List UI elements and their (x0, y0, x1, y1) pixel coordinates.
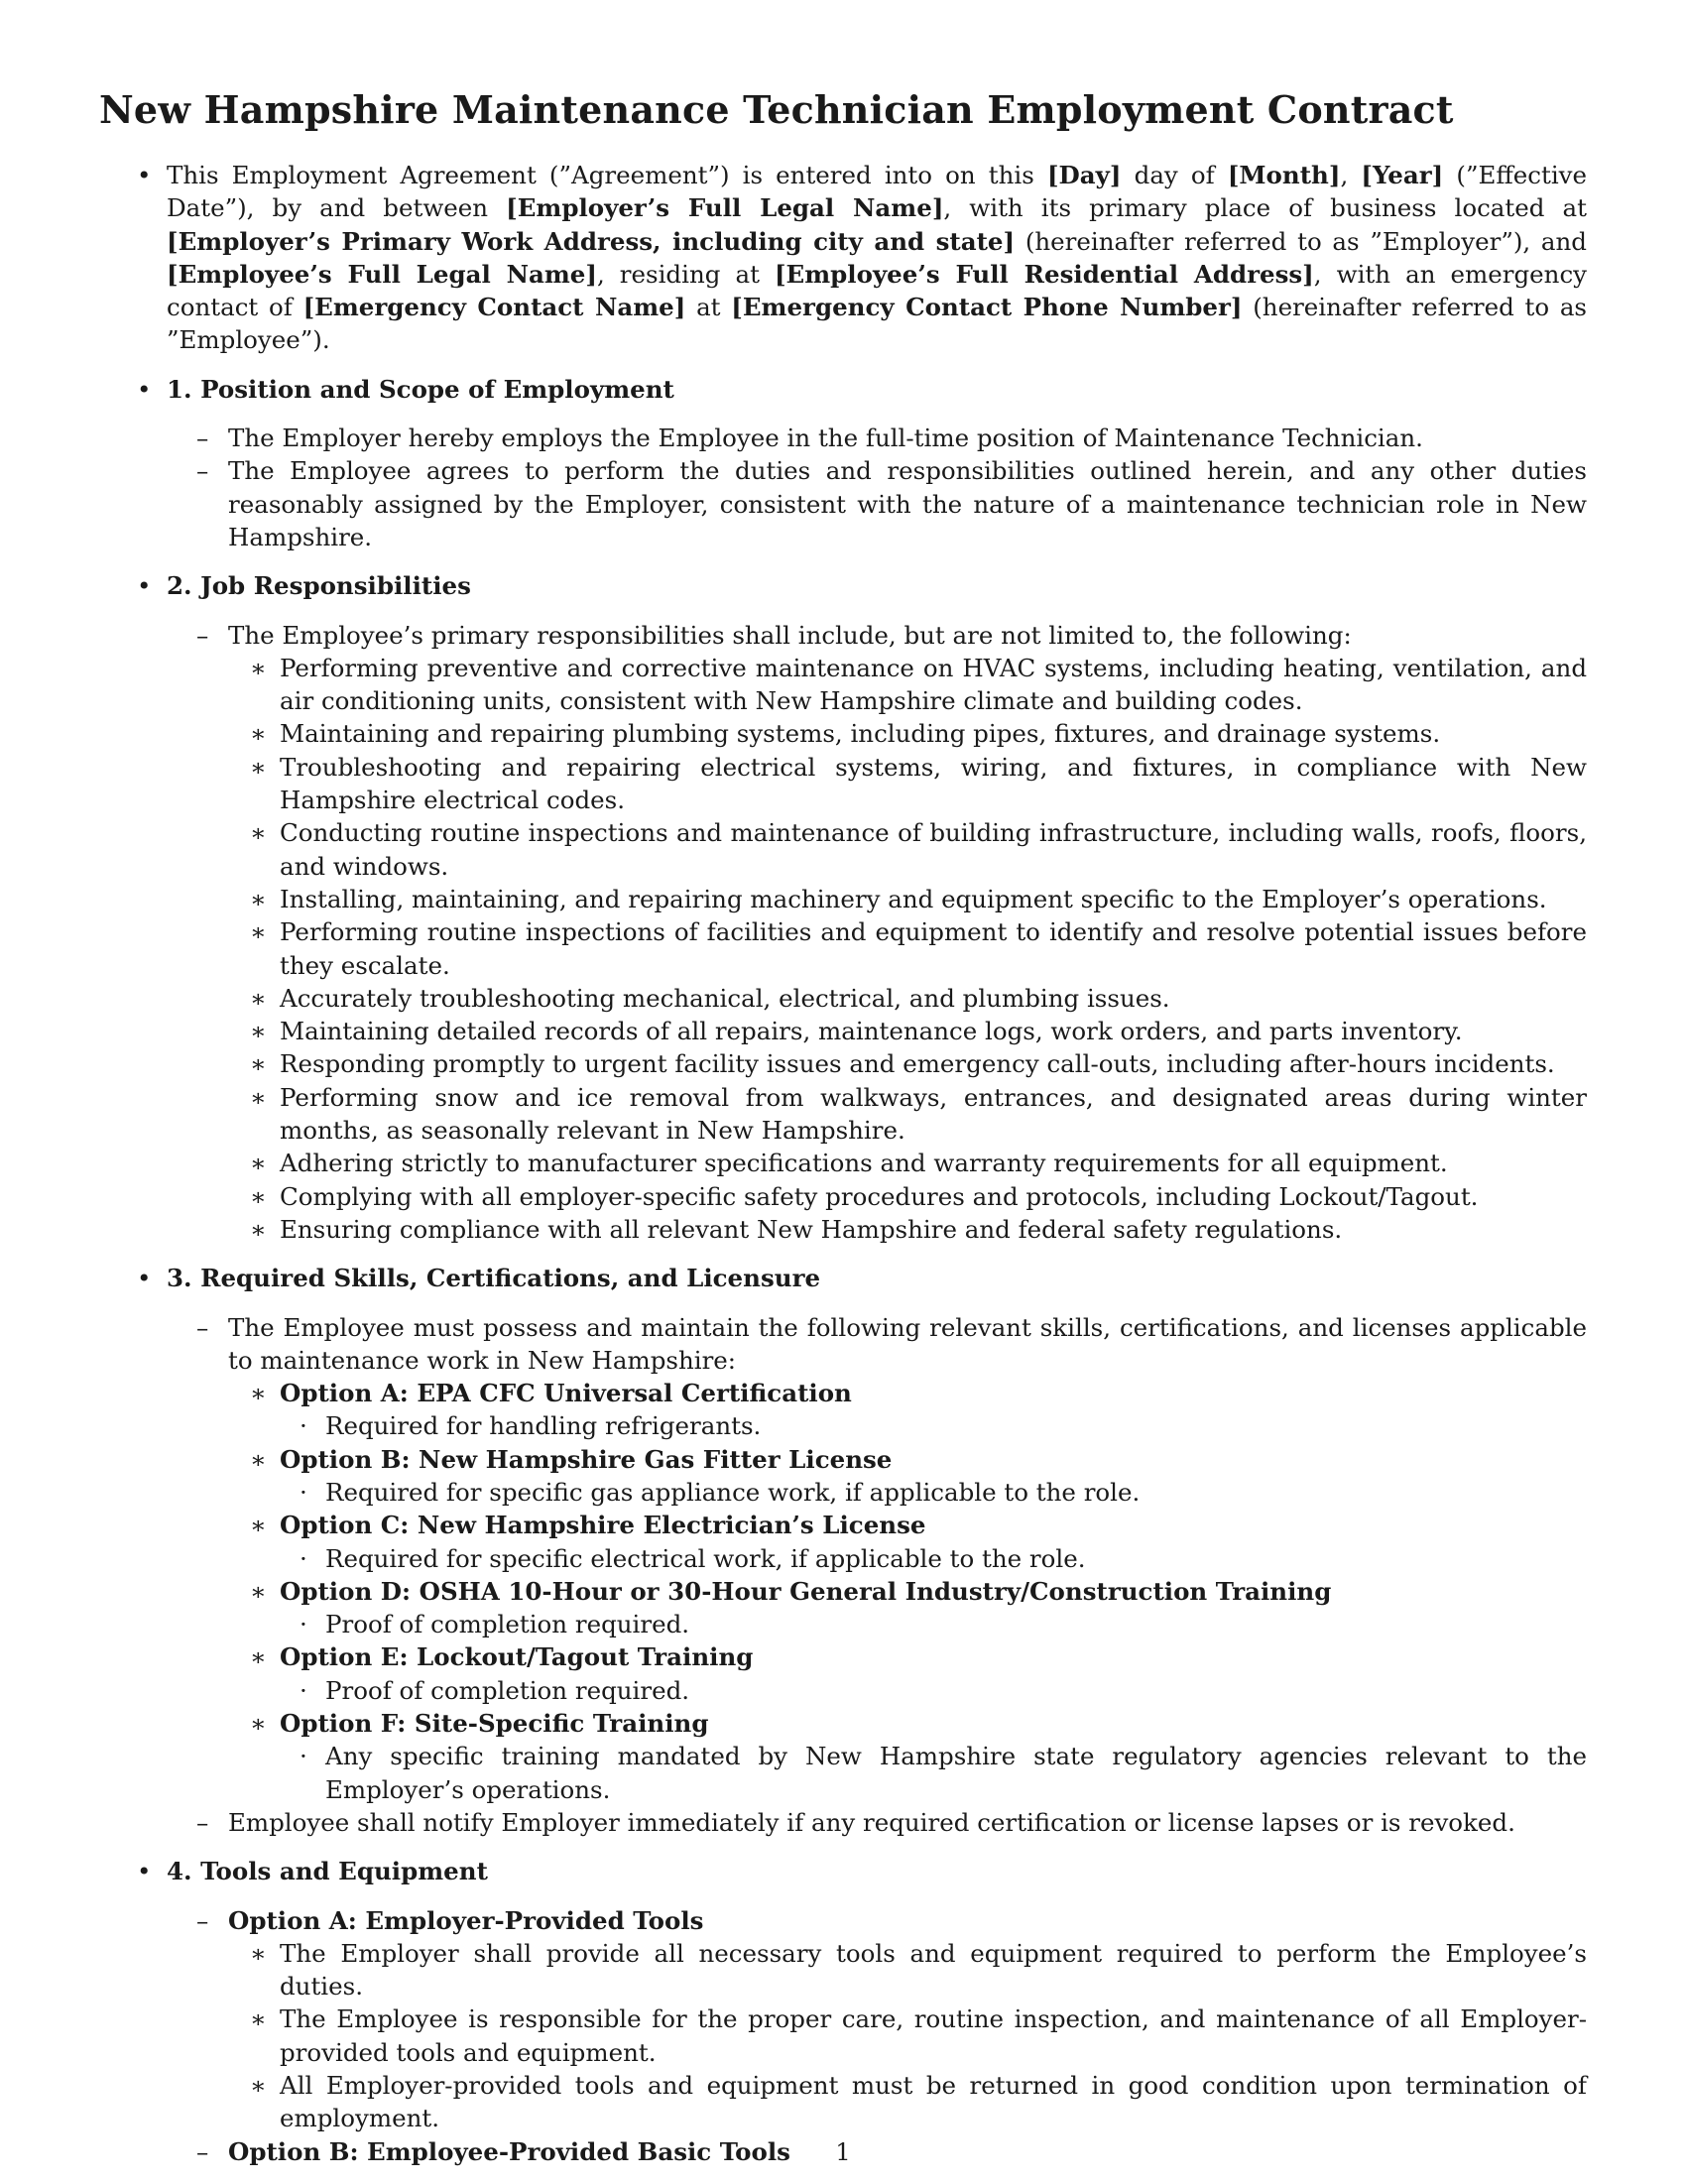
page-title: New Hampshire Maintenance Technician Employment Contract (99, 87, 1454, 132)
section-2 (137, 569, 1587, 1246)
list-item: – The Employee’s primary responsibilities shall include, but are not limited to, the following: (196, 620, 1352, 650)
option-item: ∗ Option D: OSHA 10-Hour or 30-Hour General Industry/Construction Training (250, 1576, 1332, 1606)
list-item: ∗ Performing preventive and corrective maintenance on HVAC systems, including heating, ventilation, and air conditioning units, consistent with New Hampshire climate and building codes. (250, 653, 1587, 716)
section-heading: 4. Tools and Equipment (167, 1857, 488, 1886)
intro-paragraph: • This Employment Agreement (”Agreement”) is entered into on this [Day] day of [Month], [Year] (”Effective Date”), by and between [Employer’s Full Legal Name], with its primary place of business located at [Employer’s Primary Work Address, including city and state] (hereinafter referred to as ”Employer”), and [Employee’s Full Legal Name], residing at [Employee’s Full Residential Address], with an emergency contact of [Emergency Contact Name] at [Emergency Contact Phone Number] (hereinafter referred to as ”Employee”). (137, 161, 1588, 355)
bullet-marker: • (137, 571, 152, 601)
placeholder-emergency-contact-phone: [Emergency Contact Phone Number] (731, 293, 1243, 322)
list-item: – Employee shall notify Employer immediately if any required certification or license lapses or is revoked. (196, 1807, 1515, 1837)
list-item: ∗ Conducting routine inspections and maintenance of building infrastructure, including walls, roofs, floors, and windows. (250, 818, 1587, 881)
placeholder-employer-name: [Employer’s Full Legal Name] (506, 193, 944, 223)
placeholder-emergency-contact-name: [Emergency Contact Name] (302, 293, 686, 322)
section-1 (137, 373, 1587, 553)
list-item: – The Employer hereby employs the Employee in the full-time position of Maintenance Technician. (196, 424, 1423, 453)
placeholder-year: [Year] (1361, 161, 1444, 189)
option-item: ∗ Option E: Lockout/Tagout Training (250, 1642, 754, 1672)
section-items (167, 1311, 1587, 1840)
option-item: ∗ Option A: EPA CFC Universal Certification (250, 1379, 852, 1408)
placeholder-employee-address: [Employee’s Full Residential Address] (774, 259, 1314, 289)
list-item: ∗ Responding promptly to urgent facility issues and emergency call-outs, including after-hours incidents. (250, 1049, 1555, 1079)
bullet-marker: • (137, 1857, 152, 1886)
list-item: ∗ Performing snow and ice removal from walkways, entrances, and designated areas during winter months, as seasonally relevant in New Hampshire. (250, 1082, 1587, 1146)
list-item: ∗ Maintaining detailed records of all repairs, maintenance logs, work orders, and parts inventory. (250, 1017, 1463, 1046)
option-heading: – Option A: Employer-Provided Tools (196, 1905, 704, 1935)
contract-body (137, 159, 1588, 2184)
list-item: ∗ All Employer-provided tools and equipment must be returned in good condition upon termination of employment. (250, 2071, 1587, 2133)
option-note: · Proof of completion required. (300, 1610, 690, 1639)
list-item: ∗ Troubleshooting and repairing electrical systems, wiring, and fixtures, in compliance with New Hampshire electrical codes. (250, 752, 1587, 815)
page-number: 1 (835, 2138, 851, 2166)
bullet-marker: • (137, 161, 152, 189)
section-3 (137, 1262, 1587, 1839)
section-items (167, 1904, 1587, 2168)
placeholder-employee-name: [Employee’s Full Legal Name] (167, 259, 597, 289)
list-item: ∗ Performing routine inspections of facilities and equipment to identify and resolve potential issues before they escalate. (250, 917, 1587, 980)
list-item: ∗ Accurately troubleshooting mechanical, electrical, and plumbing issues. (250, 983, 1170, 1013)
option-item: ∗ Option C: New Hampshire Electrician’s License (250, 1511, 926, 1540)
section-heading: 3. Required Skills, Certifications, and Licensure (167, 1264, 821, 1293)
option-note: · Required for specific electrical work, if applicable to the role. (300, 1543, 1086, 1573)
option-heading: – Option B: Employee-Provided Basic Tools (196, 2136, 790, 2166)
bullet-marker: • (137, 1264, 152, 1293)
section-items (167, 619, 1587, 1247)
section-heading: 2. Job Responsibilities (167, 571, 471, 601)
option-note: · Required for specific gas appliance work, if applicable to the role. (300, 1477, 1141, 1507)
list-item: – The Employee must possess and maintain the following relevant skills, certifications, and licenses applicable to maintenance work in New Hampshire: (196, 1312, 1587, 1375)
placeholder-month: [Month] (1227, 161, 1341, 189)
list-item: ∗ Maintaining and repairing plumbing systems, including pipes, fixtures, and drainage systems. (250, 719, 1441, 749)
option-note: · Required for handling refrigerants. (300, 1411, 762, 1441)
option-item: ∗ Option B: New Hampshire Gas Fitter License (250, 1444, 893, 1474)
list-item: ∗ Complying with all employer-specific safety procedures and protocols, including Lockout/Tagout. (250, 1181, 1479, 1211)
list-item: ∗ Adhering strictly to manufacturer specifications and warranty requirements for all equipment. (250, 1149, 1448, 1178)
bullet-marker: • (137, 374, 152, 404)
list-item: ∗ Ensuring compliance with all relevant New Hampshire and federal safety regulations. (250, 1214, 1343, 1244)
placeholder-employer-address: [Employer’s Primary Work Address, including city and state] (167, 226, 1016, 256)
list-item: – The Employee agrees to perform the duties and responsibilities outlined herein, and any other duties reasonably assigned by the Employer, consistent with the nature of a maintenance technician role in New Hampshire. (196, 456, 1587, 551)
section-items (167, 422, 1587, 553)
section-4 (137, 1855, 1587, 2168)
section-heading: 1. Position and Scope of Employment (167, 374, 674, 404)
option-note: · Proof of completion required. (300, 1675, 690, 1705)
list-item: ∗ Installing, maintaining, and repairing machinery and equipment specific to the Employer’s operations. (250, 884, 1547, 913)
placeholder-day: [Day] (1046, 161, 1122, 189)
option-note: · Any specific training mandated by New Hampshire state regulatory agencies relevant to the Employer’s operations. (300, 1742, 1587, 1804)
list-item: ∗ The Employee is responsible for the proper care, routine inspection, and maintenance of all Employer-provided tools and equipment. (250, 2004, 1587, 2067)
list-item: ∗ The Employer shall provide all necessary tools and equipment required to perform the Employee’s duties. (250, 1938, 1587, 2002)
option-item: ∗ Option F: Site-Specific Training (250, 1709, 709, 1739)
